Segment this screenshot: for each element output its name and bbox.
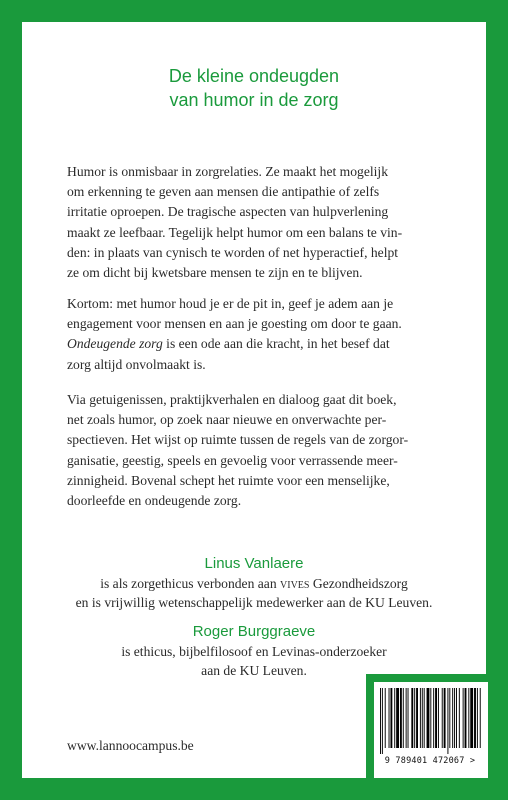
barcode-bar — [449, 688, 450, 748]
paragraph-2 — [67, 294, 452, 375]
barcode-frame — [366, 674, 486, 778]
title-line-1: De kleine ondeugden — [168, 66, 340, 86]
barcode-bar — [396, 688, 399, 748]
barcode-bar — [470, 688, 473, 748]
barcode-bar — [408, 688, 409, 748]
title-line-2: van humor in de zorg — [169, 90, 339, 110]
barcode-bar — [411, 688, 413, 748]
barcode-bar — [442, 688, 443, 748]
barcode-bar — [382, 688, 383, 754]
barcode-bar — [406, 688, 407, 748]
barcode-bar — [414, 688, 415, 748]
text-line: zinnigheid. Bovenal schept het ruimte voor een menselijke, — [67, 472, 390, 488]
text-line: irritatie oproepen. De tragische aspecten van hulpverlening — [67, 204, 389, 220]
barcode-bar — [454, 688, 455, 748]
barcode-bar — [463, 688, 464, 748]
author-name: Linus Vanlaere — [204, 555, 304, 572]
website-url: www.lannoocampus.be — [67, 738, 194, 753]
text-line: zorg altijd onvolmaakt is. — [67, 356, 206, 372]
author-bio-line: is ethicus, bijbelfilosoof en Levinas-onderzoeker — [121, 644, 387, 659]
barcode-bar — [435, 688, 437, 748]
barcode-bar — [389, 688, 390, 748]
author-bio-line: en is vrijwillig wetenschappelijk medewerker aan de KU Leuven. — [75, 595, 433, 610]
text-line: ganisatie, geestig, speels en gevoelig voor verrassende meer- — [67, 452, 398, 468]
text-line: spectieven. Het wijst op ruimte tussen de regels van de zorgor- — [67, 432, 409, 448]
barcode-bar — [430, 688, 431, 748]
author-bio-line — [22, 574, 486, 593]
barcode-bar — [452, 688, 453, 748]
text-line: doorleefde en ondeugende zorg. — [67, 493, 242, 509]
barcode-bar — [438, 688, 439, 748]
text-line: om erkenning te geven aan mensen die antipathie of zelfs — [67, 184, 380, 200]
barcode-bar — [424, 688, 425, 748]
barcode — [374, 682, 488, 778]
text-line: Kortom: met humor houd je er de pit in, geef je adem aan je — [67, 296, 394, 311]
barcode-bar — [416, 688, 418, 748]
book-title-italic: Ondeugende zorg — [67, 336, 163, 352]
text-line: Via getuigenissen, praktijkverhalen en dialoog gaat dit boek, — [67, 392, 397, 407]
barcode-bar — [465, 688, 467, 748]
author-linus — [22, 554, 486, 612]
barcode-bar — [474, 688, 476, 748]
text-line: den: in plaats van cynisch te worden of net hyperactief, helpt — [67, 244, 399, 260]
paragraph-1 — [67, 162, 452, 283]
barcode-bar — [422, 688, 423, 748]
barcode-bar — [433, 688, 434, 748]
barcode-bar — [447, 688, 448, 754]
author-bio-line: aan de KU Leuven. — [201, 663, 307, 678]
barcode-bar — [427, 688, 430, 748]
text-fragment: vives — [280, 576, 310, 591]
text-line: Humor is onmisbaar in zorgrelaties. Ze maakt het mogelijk — [67, 164, 389, 179]
text-line: net zoals humor, op zoek naar nieuwe en onverwachte per- — [67, 412, 387, 428]
isbn-number: 9 789401 472067 > — [384, 756, 476, 766]
back-cover — [22, 22, 486, 778]
barcode-bar — [403, 688, 404, 748]
text-line: maakt ze leefbaar. Tegelijk helpt humor om een balans te vin- — [67, 224, 403, 240]
barcode-bar — [477, 688, 478, 748]
text-line: ze om dicht bij kwetsbare mensen te zijn en te blijven. — [67, 265, 363, 281]
barcode-bar — [468, 688, 469, 748]
barcode-bar — [380, 688, 381, 754]
text-fragment: is als zorgethicus verbonden aan — [100, 576, 281, 591]
paragraph-3 — [67, 390, 452, 511]
barcode-bar — [420, 688, 421, 748]
barcode-bar — [390, 688, 392, 748]
text-line: engagement voor mensen en aan je goesting om door te gaan. — [67, 316, 402, 332]
barcode-bar — [480, 688, 481, 748]
barcode-bars — [378, 688, 482, 756]
barcode-bar — [400, 688, 402, 748]
text-fragment: Gezondheidszorg — [309, 576, 408, 591]
barcode-bar — [456, 688, 457, 748]
author-roger — [22, 622, 486, 680]
text-line — [67, 334, 452, 354]
barcode-bar — [394, 688, 395, 748]
barcode-bar — [459, 688, 460, 748]
text-fragment: is een ode aan die kracht, in het besef dat — [162, 336, 390, 352]
author-name: Roger Burggraeve — [192, 623, 316, 640]
barcode-bar — [385, 688, 386, 748]
barcode-bar — [444, 688, 446, 748]
book-title — [22, 64, 486, 112]
